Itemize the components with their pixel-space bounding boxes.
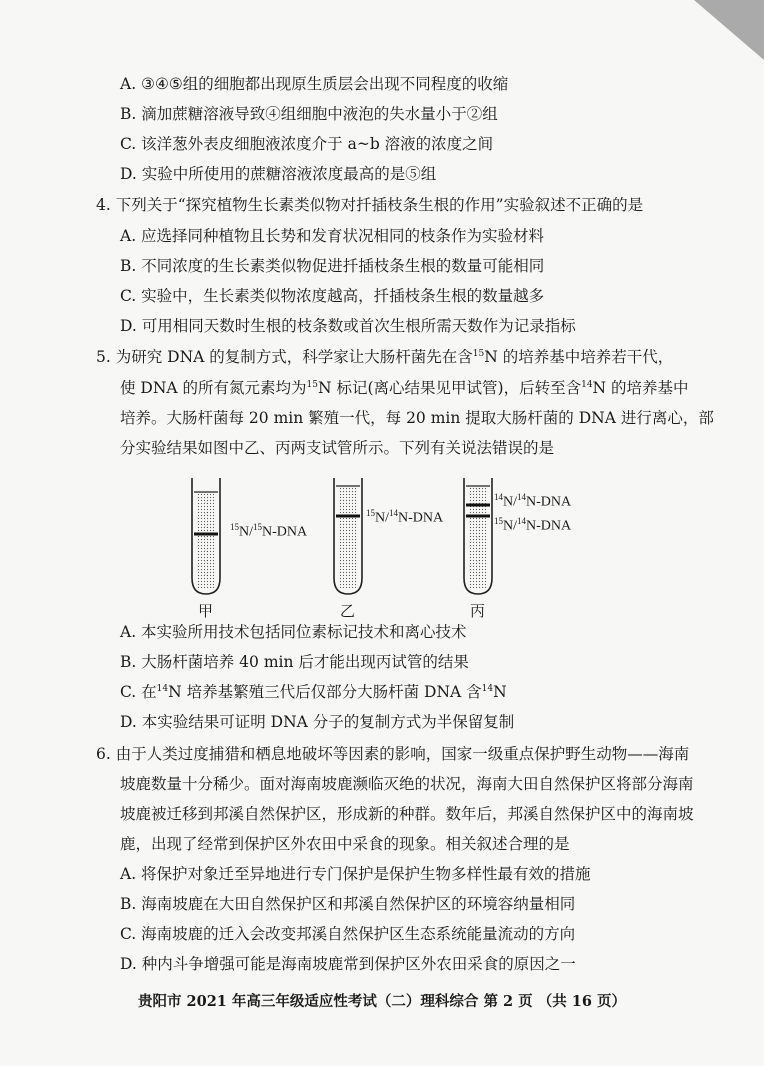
q5-option-b: B. 大肠杆菌培养 40 min 后才能出现丙试管的结果	[120, 653, 469, 671]
question-5-stem-line3: 培养。大肠杆菌每 20 min 繁殖一代，每 20 min 提取大肠杆菌的 DNA 进行离心，部	[120, 409, 714, 427]
q6-option-d: D. 种内斗争增强可能是海南坡鹿常到保护区外农田采食的原因之一	[120, 955, 576, 973]
question-5-stem-line1: 5. 为研究 DNA 的复制方式，科学家让大肠杆菌先在含$^{15}$N 的培养基中培养若干代，	[96, 348, 674, 366]
tube-bing-label-hybrid: $^{15}$N/$^{14}$N-DNA	[494, 516, 572, 534]
scan-corner-shadow	[694, 0, 764, 60]
question-6-stem-line3: 坡鹿被迁移到邦溪自然保护区，形成新的种群。数年后，邦溪自然保护区中的海南坡	[120, 805, 694, 823]
question-4-stem: 4. 下列关于“探究植物生长素类似物对扦插枝条生根的作用”实验叙述不正确的是	[96, 196, 644, 214]
q3-option-a: A. ③④⑤组的细胞都出现原生质层会出现不同程度的收缩	[120, 75, 509, 93]
q5-option-a: A. 本实验所用技术包括同位素标记技术和离心技术	[120, 623, 467, 641]
q4-option-a: A. 应选择同种植物且长势和发育状况相同的枝条作为实验材料	[120, 227, 545, 245]
tube-jia-caption: 甲	[198, 602, 214, 620]
q3-option-c: C. 该洋葱外表皮细胞液浓度介于 a~b 溶液的浓度之间	[120, 135, 494, 153]
q4-option-c: C. 实验中，生长素类似物浓度越高，扦插枝条生根的数量越多	[120, 287, 545, 305]
q6-option-a: A. 将保护对象迁至异地进行专门保护是保护生物多样性最有效的措施	[120, 865, 591, 883]
q4-option-d: D. 可用相同天数时生根的枝条数或首次生根所需天数作为记录指标	[120, 317, 576, 335]
tube-yi-label: $^{15}$N/$^{14}$N-DNA	[366, 508, 444, 526]
tube-jia	[192, 478, 220, 594]
question-6-stem-line4: 鹿，出现了经常到保护区外农田中采食的现象。相关叙述合理的是	[120, 835, 570, 853]
tube-yi-caption: 乙	[340, 602, 356, 620]
tube-bing	[464, 478, 492, 594]
tube-bing-caption: 丙	[470, 602, 486, 620]
tube-bing-label-light: $^{14}$N/$^{14}$N-DNA	[494, 492, 572, 510]
question-5-stem-line2: 使 DNA 的所有氮元素均为$^{15}$N 标记(离心结果见甲试管)，后转至含$^{14}$N 的培养基中	[120, 379, 689, 397]
q6-option-b: B. 海南坡鹿在大田自然保护区和邦溪自然保护区的环境容纳量相同	[120, 895, 576, 913]
q4-option-b: B. 不同浓度的生长素类似物促进扦插枝条生根的数量可能相同	[120, 257, 545, 275]
tube-yi	[334, 478, 362, 594]
question-5-stem-line4: 分实验结果如图中乙、丙两支试管所示。下列有关说法错误的是	[120, 439, 555, 457]
q3-option-b: B. 滴加蔗糖溶液导致④组细胞中液泡的失水量小于②组	[120, 105, 498, 123]
question-6-stem-line2: 坡鹿数量十分稀少。面对海南坡鹿濒临灭绝的状况，海南大田自然保护区将部分海南	[120, 775, 694, 793]
question-6-stem-line1: 6. 由于人类过度捕猎和栖息地破坏等因素的影响，国家一级重点保护野生动物——海南	[96, 745, 690, 763]
page-footer: 贵阳市 2021 年高三年级适应性考试（二）理科综合 第 2 页 （共 16 页）	[137, 993, 626, 1010]
q5-option-c: C. 在$^{14}$N 培养基繁殖三代后仅部分大肠杆菌 DNA 含$^{14}$N	[120, 683, 507, 701]
q3-option-d: D. 实验中所使用的蔗糖溶液浓度最高的是⑤组	[120, 165, 437, 183]
tube-jia-label: $^{15}$N/$^{15}$N-DNA	[230, 522, 308, 540]
q6-option-c: C. 海南坡鹿的迁入会改变邦溪自然保护区生态系统能量流动的方向	[120, 925, 576, 943]
q5-option-d: D. 本实验结果可证明 DNA 分子的复制方式为半保留复制	[120, 713, 515, 731]
centrifuge-tubes-figure	[188, 478, 588, 598]
